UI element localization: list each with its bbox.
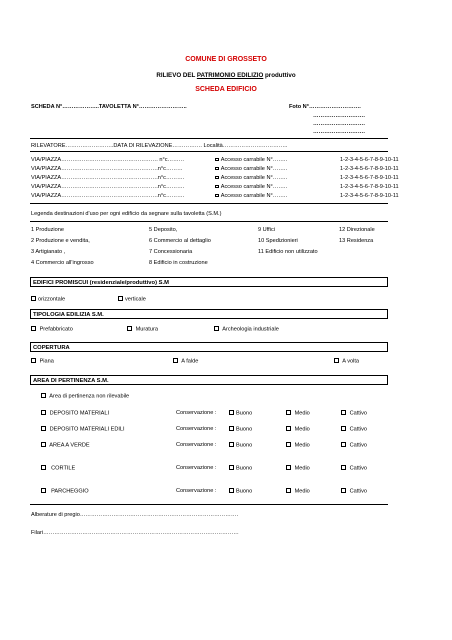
conservazione-buono[interactable] <box>229 410 252 417</box>
checkbox-icon[interactable] <box>215 167 219 171</box>
scheda-edificio-title: SCHEDA EDIFICIO <box>195 86 257 93</box>
accesso-label: Accesso carrabile N°…….. <box>220 166 288 172</box>
comune-title: COMUNE DI GROSSETO <box>185 56 267 63</box>
tipologia-header <box>30 309 388 319</box>
checkbox-icon[interactable] <box>31 358 36 363</box>
checkbox-icon[interactable] <box>286 410 291 415</box>
checkbox-icon[interactable] <box>214 326 219 331</box>
legenda-item: 3 Artigianato , <box>31 249 66 255</box>
row-label: DEPOSITO MATERIALI EDILI <box>49 426 125 433</box>
option-label: Archeologia industriale <box>222 326 279 333</box>
scheda-tavoletta-field[interactable]: SCHEDA N°………………..TAVOLETTA N°…………………….. <box>31 104 187 110</box>
conservazione-cattivo[interactable] <box>341 488 367 495</box>
option-non-rilevabile[interactable] <box>41 393 129 400</box>
divider <box>30 504 388 505</box>
numbers-field[interactable]: 1-2-3-4-5-6-7-8-9-10-11 <box>340 157 399 163</box>
edifici-promiscui-header <box>30 277 388 287</box>
option-label: Piana <box>39 358 54 365</box>
pertinenza-row-cortile[interactable] <box>41 465 75 472</box>
rilievo-subtitle <box>0 72 452 79</box>
rilievo-prefix: RILIEVO DEL <box>156 72 197 79</box>
checkbox-icon[interactable] <box>41 426 46 431</box>
pertinenza-row-deposito-edili[interactable] <box>41 426 125 433</box>
option-label: Medio <box>294 426 310 433</box>
checkbox-icon[interactable] <box>118 296 123 301</box>
checkbox-icon[interactable] <box>41 393 46 398</box>
legenda-item: 11 Edificio non utilizzato <box>258 249 318 255</box>
checkbox-icon[interactable] <box>286 426 291 431</box>
filari-field[interactable]: Filari…………………………………………………………………………………………… <box>31 530 239 536</box>
checkbox-icon[interactable] <box>341 465 346 470</box>
legenda-item: 12 Direzionale <box>339 227 375 233</box>
option-label: orizzontale <box>38 296 66 303</box>
checkbox-icon[interactable] <box>173 358 178 363</box>
conservazione-buono[interactable] <box>229 442 252 449</box>
conservazione-label: Conservazione : <box>176 465 217 471</box>
checkbox-icon[interactable] <box>229 488 234 493</box>
conservazione-buono[interactable] <box>229 488 252 495</box>
accesso-carrabile[interactable] <box>215 166 287 172</box>
checkbox-icon[interactable] <box>215 158 219 162</box>
accesso-carrabile[interactable] <box>215 193 287 199</box>
conservazione-medio[interactable] <box>286 488 310 495</box>
option-label: Area di pertinenza non rilevabile <box>49 393 130 400</box>
option-label: verticale <box>125 296 146 303</box>
checkbox-icon[interactable] <box>229 442 234 447</box>
checkbox-icon[interactable] <box>229 410 234 415</box>
numbers-field[interactable]: 1-2-3-4-5-6-7-8-9-10-11 <box>340 193 399 199</box>
divider <box>30 221 388 222</box>
accesso-carrabile[interactable] <box>215 157 287 163</box>
via-field[interactable]: VIA/PIAZZA…………………………………………….n°c………. <box>31 193 185 199</box>
option-label: Buono <box>236 465 253 472</box>
option-label: Cattivo <box>349 410 367 417</box>
checkbox-icon[interactable] <box>215 176 219 180</box>
option-archeologia[interactable] <box>214 326 279 333</box>
option-label: Cattivo <box>349 426 367 433</box>
conservazione-buono[interactable] <box>229 465 252 472</box>
foto-field[interactable]: Foto N°………………………. <box>289 104 361 110</box>
conservazione-cattivo[interactable] <box>341 410 367 417</box>
option-label: Medio <box>294 465 310 472</box>
copertura-header <box>30 342 388 352</box>
pertinenza-row-area-verde[interactable] <box>41 442 90 449</box>
option-label: Cattivo <box>349 465 367 472</box>
checkbox-icon[interactable] <box>215 194 219 198</box>
legenda-item: 2 Produzione e vendita, <box>31 238 90 244</box>
option-label: Muratura <box>135 326 158 333</box>
option-a-volta[interactable] <box>334 358 359 365</box>
checkbox-icon[interactable] <box>341 488 346 493</box>
checkbox-icon[interactable] <box>286 488 291 493</box>
legenda-item: 7 Concessionaria <box>149 249 193 255</box>
pertinenza-row-deposito[interactable] <box>41 410 109 417</box>
option-verticale[interactable] <box>118 296 146 303</box>
row-label: PARCHEGGIO <box>51 488 89 495</box>
checkbox-icon[interactable] <box>341 426 346 431</box>
via-field[interactable]: VIA/PIAZZA…………………………………………….n°c……… <box>31 166 183 172</box>
edifici-promiscui-title: EDIFICI PROMISCUI (residenziale/produttivo) S.M <box>33 279 169 286</box>
option-prefabbricato[interactable] <box>31 326 73 333</box>
divider <box>30 151 388 152</box>
copertura-title: COPERTURA <box>33 344 70 351</box>
via-field[interactable]: VIA/PIAZZA…………………………………………….n°c………. <box>31 175 185 181</box>
checkbox-icon[interactable] <box>41 465 46 470</box>
conservazione-medio[interactable] <box>286 410 310 417</box>
rilievo-underlined: PATRIMONIO EDILIZIO <box>196 72 264 79</box>
via-field[interactable]: VIA/PIAZZA…………………………………………….n°c………. <box>31 184 185 190</box>
pertinenza-title: AREA DI PERTINENZA S.M. <box>33 377 109 384</box>
legenda-item: 4 Commercio all'ingrosso <box>31 260 94 266</box>
option-label: A falde <box>181 358 199 365</box>
foto-line-2[interactable]: ………………………. <box>313 121 365 127</box>
accesso-carrabile[interactable] <box>215 175 287 181</box>
option-orizzontale[interactable] <box>31 296 65 303</box>
rilievo-suffix: produttivo <box>263 72 296 79</box>
conservazione-medio[interactable] <box>286 465 310 472</box>
alberature-field[interactable]: Alberature di pregio…………………………………………………………………………. <box>31 512 238 518</box>
checkbox-icon[interactable] <box>41 410 46 415</box>
checkbox-icon[interactable] <box>41 488 46 493</box>
checkbox-icon[interactable] <box>229 426 234 431</box>
conservazione-buono[interactable] <box>229 426 252 433</box>
numbers-field[interactable]: 1-2-3-4-5-6-7-8-9-10-11 <box>340 166 399 172</box>
legenda-item: 5 Deposito, <box>149 227 178 233</box>
option-muratura[interactable] <box>127 326 158 333</box>
checkbox-icon[interactable] <box>229 465 234 470</box>
legenda-item: 13 Residenza <box>339 238 374 244</box>
checkbox-icon[interactable] <box>215 185 219 189</box>
divider <box>30 138 388 139</box>
numbers-field[interactable]: 1-2-3-4-5-6-7-8-9-10-11 <box>340 184 399 190</box>
legenda-item: 10 Spedizionieri <box>258 238 298 244</box>
checkbox-icon[interactable] <box>341 410 346 415</box>
checkbox-icon[interactable] <box>127 326 132 331</box>
row-label: DEPOSITO MATERIALI <box>49 410 110 417</box>
divider <box>30 203 388 204</box>
checkbox-icon[interactable] <box>41 442 46 447</box>
conservazione-label: Conservazione : <box>176 426 217 432</box>
option-label: Medio <box>294 442 310 449</box>
option-label: Buono <box>236 426 253 433</box>
option-a-falde[interactable] <box>173 358 198 365</box>
checkbox-icon[interactable] <box>286 465 291 470</box>
option-label: Cattivo <box>349 442 367 449</box>
numbers-field[interactable]: 1-2-3-4-5-6-7-8-9-10-11 <box>340 175 399 181</box>
accesso-label: Accesso carrabile N°…….. <box>220 157 288 163</box>
checkbox-icon[interactable] <box>341 442 346 447</box>
conservazione-label: Conservazione : <box>176 442 217 448</box>
accesso-carrabile[interactable] <box>215 184 287 190</box>
conservazione-label: Conservazione : <box>176 410 217 416</box>
foto-line-3[interactable]: ………………………. <box>313 129 365 135</box>
checkbox-icon[interactable] <box>334 358 339 363</box>
option-label: Medio <box>294 410 310 417</box>
option-label: Buono <box>236 488 253 495</box>
legenda-item: 8 Edificio in costruzione <box>149 260 208 266</box>
foto-line-1[interactable]: ………………………. <box>313 113 365 119</box>
option-label: Buono <box>236 410 253 417</box>
pertinenza-header <box>30 375 388 385</box>
conservazione-medio[interactable] <box>286 426 310 433</box>
row-label: AREA A VERDE <box>49 442 90 449</box>
conservazione-cattivo[interactable] <box>341 465 367 472</box>
accesso-label: Accesso carrabile N°…….. <box>220 193 288 199</box>
option-label: Medio <box>294 488 310 495</box>
option-piana[interactable] <box>31 358 54 365</box>
option-label: Buono <box>236 442 253 449</box>
accesso-label: Accesso carrabile N°…….. <box>220 175 288 181</box>
conservazione-label: Conservazione : <box>176 488 217 494</box>
tipologia-title: TIPOLOGIA EDILIZIA S.M. <box>33 311 104 318</box>
legenda-item: 6 Commercio al dettaglio <box>149 238 211 244</box>
checkbox-icon[interactable] <box>31 326 36 331</box>
checkbox-icon[interactable] <box>286 442 291 447</box>
rilevatore-line[interactable]: RILEVATORE……………………..DATA DI RILEVAZIONE……………. Località…………………………….. <box>31 143 288 149</box>
legenda-item: 1 Produzione <box>31 227 64 233</box>
conservazione-cattivo[interactable] <box>341 442 367 449</box>
option-label: A volta <box>342 358 360 365</box>
conservazione-cattivo[interactable] <box>341 426 367 433</box>
option-label: Cattivo <box>349 488 367 495</box>
conservazione-medio[interactable] <box>286 442 310 449</box>
checkbox-icon[interactable] <box>31 296 36 301</box>
row-label: CORTILE <box>51 465 76 472</box>
via-field[interactable]: VIA/PIAZZA……………………………………………. n°c……… <box>31 157 185 163</box>
option-label: Prefabbricato <box>39 326 73 333</box>
legenda-item: 9 Uffici <box>258 227 275 233</box>
legenda-title: Legenda destinazioni d'uso per ogni edificio da segnare sulla tavoletta (S.M.) <box>31 211 222 217</box>
pertinenza-row-parcheggio[interactable] <box>41 488 89 495</box>
accesso-label: Accesso carrabile N°…….. <box>220 184 288 190</box>
